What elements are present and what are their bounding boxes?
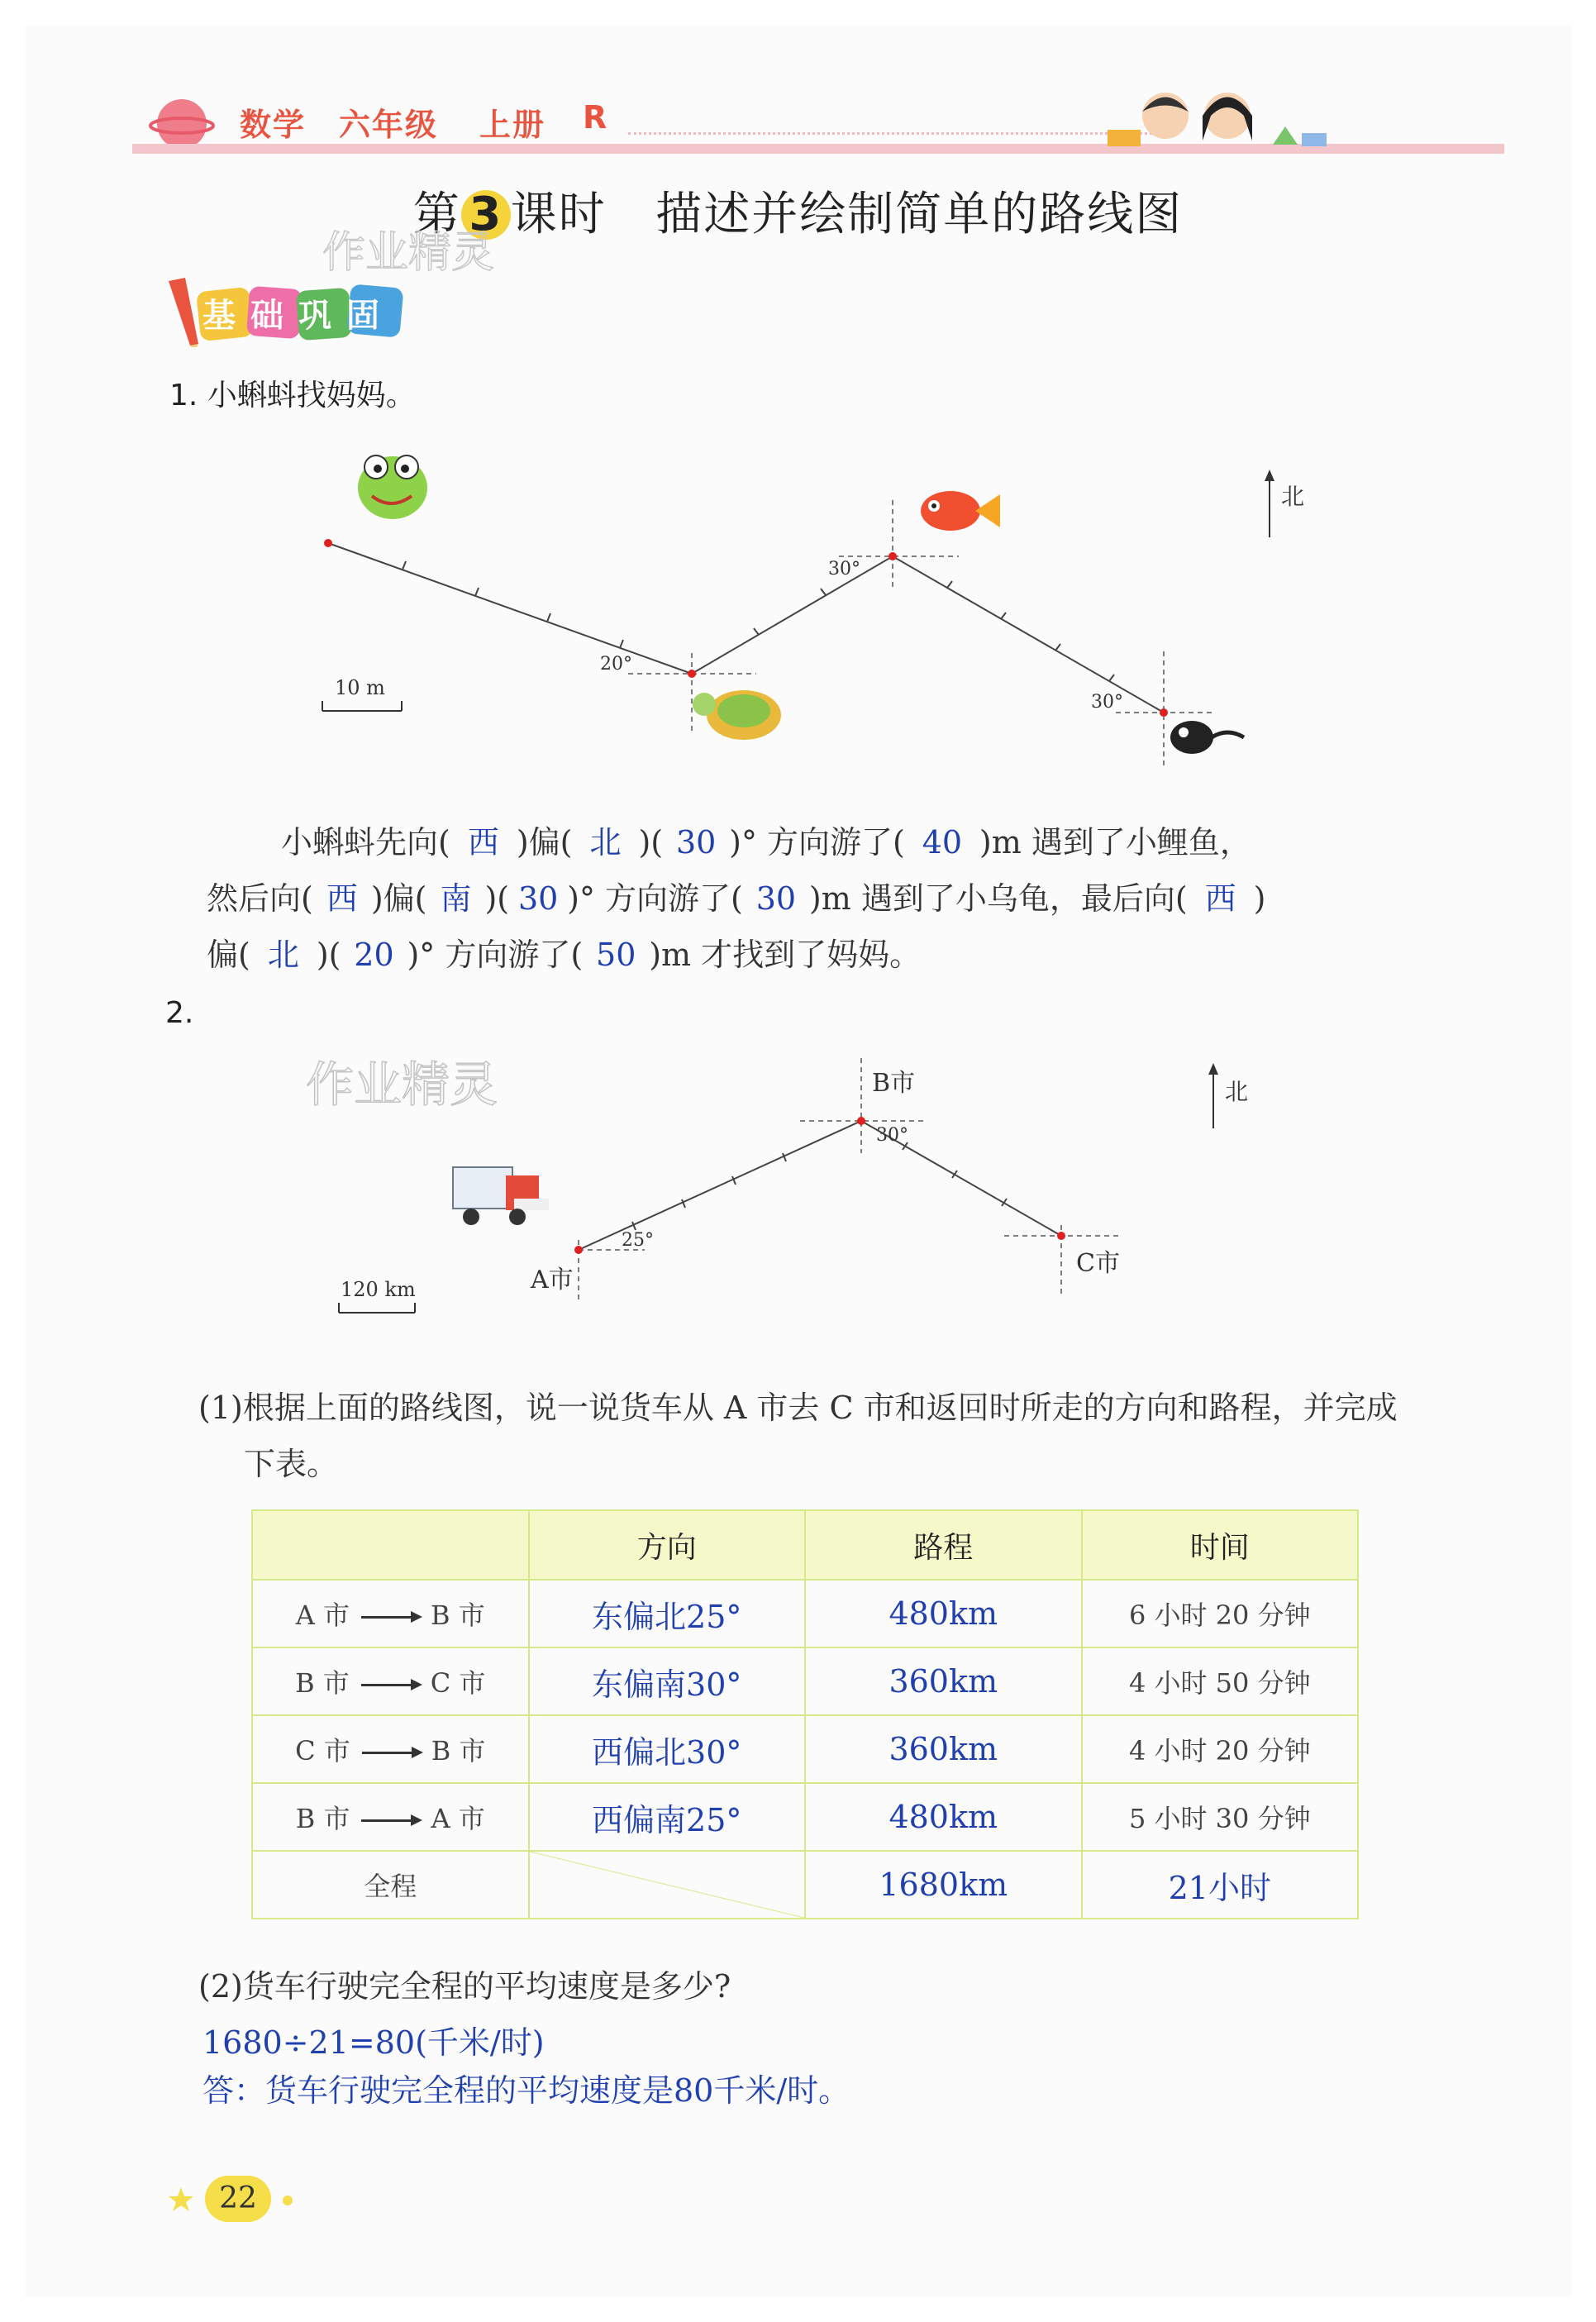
table-time-cell: 6 小时 20 分钟 [1082,1580,1358,1647]
header-volume: 上册 [479,107,546,143]
table-total-distance: 1680km [805,1851,1082,1919]
table-total-label: 全程 [252,1851,529,1919]
kids-illustration-icon [1108,79,1331,161]
lesson-title [0,178,1596,244]
q1-text: ) [1253,880,1266,917]
q1-answer-4: 40 [922,824,963,861]
q1-text: 小蝌蚪先向( [281,824,450,861]
route-from: A 市 [295,1600,350,1631]
q1-text: )偏( [516,824,573,861]
q1-text: )m 遇到了小乌龟，最后向( [808,880,1188,917]
question-2-label: 2. [165,996,194,1030]
table-route-cell [252,1715,529,1783]
q1-answer-3: 30 [675,824,717,861]
table-direction-cell: 西偏北30° [529,1715,805,1783]
angle-25: 25° [622,1230,654,1251]
route-to: B 市 [431,1735,486,1767]
table-time-cell: 4 小时 50 分钟 [1082,1647,1358,1715]
table-header-time: 时间 [1082,1510,1358,1580]
table-distance-cell: 360km [805,1647,1082,1715]
table-distance-cell: 480km [805,1783,1082,1851]
scale-label-2: 120 km [341,1278,416,1301]
header-dotted-line [628,132,1157,135]
table-total-direction-blank [529,1851,805,1919]
city-a-label: A市 [531,1266,574,1295]
section-badge-basic-consolidation [165,273,438,347]
route-points [324,539,1168,717]
angle-30: 30° [876,1125,908,1146]
q1-text: )° 方向游了( [567,880,743,917]
q1-answer-9: 西 [1204,880,1236,917]
angle-30-tadpole: 30° [1091,692,1123,713]
title-topic: 描述并绘制简单的路线图 [655,188,1184,241]
watermark-text-2: 作业精灵 [306,1056,498,1113]
dot-icon [281,2194,294,2207]
route-table [251,1509,1359,1919]
city-b-label: B市 [872,1069,916,1098]
q2-sub1-line-1: (1)根据上面的路线图，说一说货车从 A 市去 C 市和返回时所走的方向和路程，并完成 [198,1390,1398,1426]
angle-20: 20° [600,654,632,675]
q1-answer-6: 南 [440,880,472,917]
table-total-time: 21小时 [1082,1851,1358,1919]
route-from: B 市 [295,1803,350,1834]
direction-guides-2 [579,1058,1120,1302]
table-row [252,1580,1358,1647]
angle-30-fish: 30° [828,559,860,579]
q1-sentence-line-3 [207,927,921,983]
north-label: 北 [1281,483,1305,510]
table-distance-cell: 480km [805,1580,1082,1647]
question-1-route-diagram [298,438,1339,785]
route-to: C 市 [430,1667,486,1699]
table-direction-cell: 西偏南25° [529,1783,805,1851]
table-header-distance: 路程 [805,1510,1082,1580]
section-badge-text: 基础巩固 [202,296,394,335]
table-header-blank [252,1510,529,1580]
q1-answer-8: 30 [755,880,797,917]
truck-icon [453,1167,549,1225]
q1-text: 然后向( [207,880,313,917]
table-header-direction: 方向 [529,1510,805,1580]
q1-text: )( [484,880,510,917]
title-suffix: 课时 [510,188,607,241]
fish-icon [921,491,1000,531]
table-time-cell: 4 小时 20 分钟 [1082,1715,1358,1783]
table-distance-cell: 360km [805,1715,1082,1783]
scale-label: 10 m [335,676,385,699]
north-label-2: 北 [1225,1078,1249,1105]
route-to: B 市 [431,1600,485,1631]
q1-text: 偏( [207,937,250,973]
header-subject: 数学 [240,107,307,143]
table-row [252,1715,1358,1783]
route-from: C 市 [295,1735,350,1767]
table-route-cell [252,1783,529,1851]
table-direction-cell: 东偏北25° [529,1580,805,1647]
watermark-text: 作业精灵 [322,228,495,278]
arrow-icon [361,1819,419,1822]
star-icon [167,2186,195,2214]
q1-text: )偏( [370,880,427,917]
lesson-number-badge: 3 [461,190,511,240]
turtle-icon [693,690,781,740]
q1-answer-2: 北 [589,824,622,861]
q1-answer-10: 北 [267,937,299,973]
table-route-cell [252,1647,529,1715]
question-2-route-diagram [298,1050,1339,1331]
north-arrow-icon-2 [1208,1063,1218,1128]
q2-sub2-question: (2)货车行驶完全程的平均速度是多少? [198,1968,731,2005]
q1-text: )m 才找到了妈妈。 [649,937,922,973]
table-header-row [252,1510,1358,1580]
q1-answer-7: 30 [517,880,559,917]
table-total-row [252,1851,1358,1919]
route-ticks-2 [632,1142,1007,1230]
q1-text: )° 方向游了( [729,824,905,861]
q1-sentence-line-2 [207,870,1265,927]
q2-answer: 答：货车行驶完全程的平均速度是80千米/时。 [202,2072,850,2109]
tadpole-icon [1170,721,1244,754]
tadpole-route-line [328,543,1164,713]
table-direction-cell: 东偏南30° [529,1647,805,1715]
city-c-label: C市 [1076,1249,1120,1278]
arrow-icon [361,1684,419,1686]
q2-sub1-line-2: 下表。 [244,1446,339,1482]
q1-text: )( [638,824,664,861]
header-edition: R [583,99,609,136]
arrow-icon [361,1616,419,1619]
question-1-label: 1. 小蝌蚪找妈妈。 [169,379,416,412]
table-time-cell: 5 小时 30 分钟 [1082,1783,1358,1851]
header-grade: 六年级 [339,107,439,143]
q2-calculation: 1680÷21=80(千米/时) [202,2024,545,2061]
route-to: A 市 [431,1803,485,1834]
q1-answer-5: 西 [326,880,358,917]
route-ticks [403,561,1114,681]
q1-text: )( [316,937,341,973]
frog-icon [358,455,427,519]
title-prefix: 第 [412,188,461,241]
q1-answer-12: 50 [596,937,636,973]
arrow-icon [362,1752,420,1754]
table-row [252,1647,1358,1715]
page-number: 22 [205,2176,271,2222]
q1-text: )m 遇到了小鲤鱼， [979,824,1251,861]
table-row [252,1783,1358,1851]
q1-sentence-line-1 [281,814,1251,870]
q1-answer-1: 西 [467,824,499,861]
route-from: B 市 [295,1667,350,1699]
north-arrow-icon [1265,470,1274,537]
q1-text: )° 方向游了( [407,937,584,973]
table-route-cell [252,1580,529,1647]
q1-answer-11: 20 [354,937,394,973]
